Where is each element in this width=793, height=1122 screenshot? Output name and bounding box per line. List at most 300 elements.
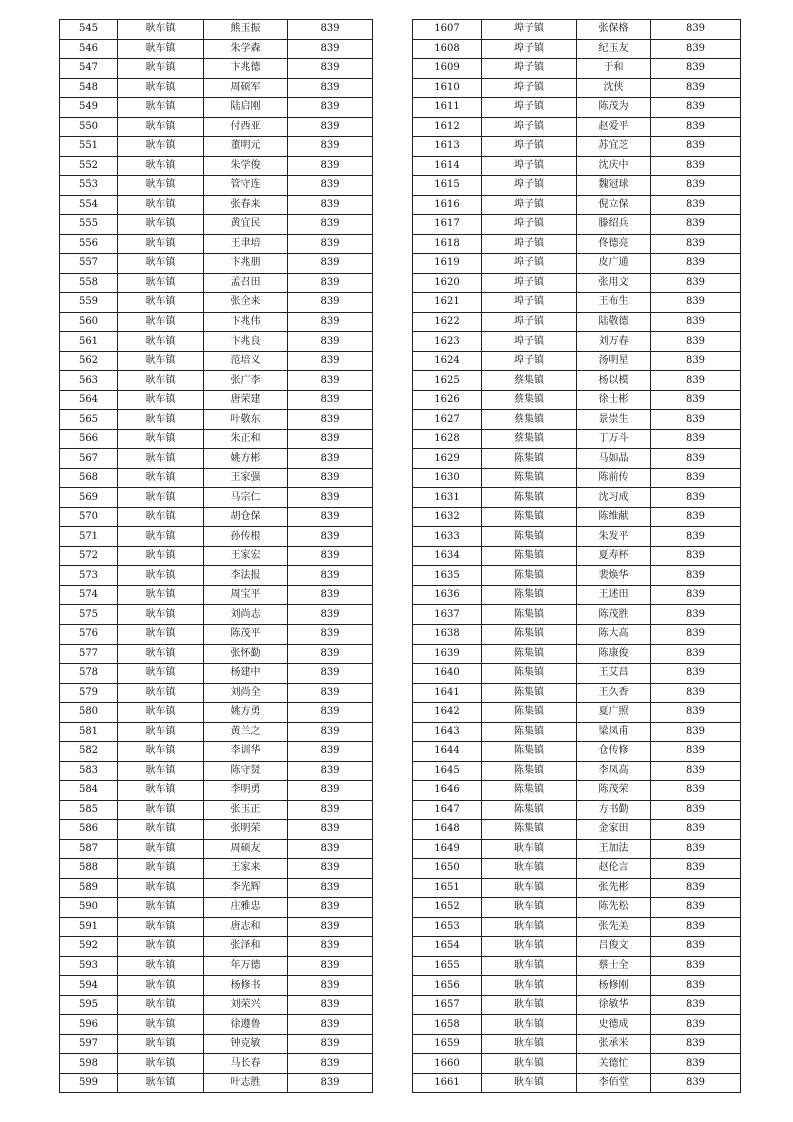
amount-cell: 839 — [651, 293, 741, 313]
amount-cell: 839 — [288, 683, 373, 703]
row-number-cell: 1661 — [413, 1073, 482, 1093]
amount-cell: 839 — [288, 39, 373, 59]
table-row — [413, 351, 741, 371]
town-cell: 埠子镇 — [482, 332, 577, 352]
table-row — [60, 98, 373, 118]
town-cell: 陈集镇 — [482, 644, 577, 664]
table-row — [60, 351, 373, 371]
table-row — [413, 390, 741, 410]
row-number-cell: 545 — [60, 20, 118, 40]
row-number-cell: 546 — [60, 39, 118, 59]
table-row — [413, 566, 741, 586]
town-cell: 耿车镇 — [482, 937, 577, 957]
town-cell: 耿车镇 — [118, 1034, 204, 1054]
amount-cell: 839 — [651, 1054, 741, 1074]
town-cell: 耿车镇 — [118, 507, 204, 527]
name-cell: 汤明星 — [577, 351, 651, 371]
town-cell: 埠子镇 — [482, 351, 577, 371]
name-cell: 王布生 — [577, 293, 651, 313]
amount-cell: 839 — [651, 781, 741, 801]
row-number-cell: 1613 — [413, 137, 482, 157]
name-cell: 陈茂平 — [204, 624, 288, 644]
amount-cell: 839 — [651, 800, 741, 820]
amount-cell: 839 — [288, 176, 373, 196]
row-number-cell: 1652 — [413, 898, 482, 918]
row-number-cell: 1626 — [413, 390, 482, 410]
name-cell: 徐敏华 — [577, 995, 651, 1015]
town-cell: 埠子镇 — [482, 312, 577, 332]
row-number-cell: 594 — [60, 976, 118, 996]
name-cell: 佟德亮 — [577, 234, 651, 254]
town-cell: 陈集镇 — [482, 605, 577, 625]
name-cell: 张明荣 — [204, 820, 288, 840]
amount-cell: 839 — [288, 839, 373, 859]
amount-cell: 839 — [651, 722, 741, 742]
amount-cell: 839 — [651, 254, 741, 274]
row-number-cell: 576 — [60, 624, 118, 644]
table-row — [413, 1015, 741, 1035]
table-row — [413, 371, 741, 391]
amount-cell: 839 — [288, 703, 373, 723]
town-cell: 耿车镇 — [118, 800, 204, 820]
town-cell: 耿车镇 — [118, 1054, 204, 1074]
table-row — [60, 937, 373, 957]
name-cell: 沈侠 — [577, 78, 651, 98]
town-cell: 耿车镇 — [118, 820, 204, 840]
name-cell: 马如晶 — [577, 449, 651, 469]
amount-cell: 839 — [288, 1073, 373, 1093]
table-row — [60, 468, 373, 488]
table-row — [413, 234, 741, 254]
town-cell: 陈集镇 — [482, 488, 577, 508]
row-number-cell: 1624 — [413, 351, 482, 371]
town-cell: 耿车镇 — [118, 215, 204, 235]
amount-cell: 839 — [651, 527, 741, 547]
amount-cell: 839 — [288, 624, 373, 644]
row-number-cell: 561 — [60, 332, 118, 352]
town-cell: 耿车镇 — [118, 839, 204, 859]
table-row — [60, 254, 373, 274]
town-cell: 耿车镇 — [118, 976, 204, 996]
row-number-cell: 558 — [60, 273, 118, 293]
name-cell: 卞兆伟 — [204, 312, 288, 332]
town-cell: 耿车镇 — [118, 566, 204, 586]
table-row — [60, 703, 373, 723]
amount-cell: 839 — [651, 78, 741, 98]
row-number-cell: 578 — [60, 664, 118, 684]
amount-cell: 839 — [288, 742, 373, 762]
table-row — [413, 1054, 741, 1074]
amount-cell: 839 — [651, 488, 741, 508]
town-cell: 耿车镇 — [482, 859, 577, 879]
amount-cell: 839 — [651, 683, 741, 703]
table-row — [60, 273, 373, 293]
name-cell: 陈先松 — [577, 898, 651, 918]
amount-cell: 839 — [651, 995, 741, 1015]
row-number-cell: 562 — [60, 351, 118, 371]
name-cell: 李光辉 — [204, 878, 288, 898]
name-cell: 陈茂为 — [577, 98, 651, 118]
name-cell: 张全来 — [204, 293, 288, 313]
row-number-cell: 554 — [60, 195, 118, 215]
amount-cell: 839 — [288, 956, 373, 976]
row-number-cell: 575 — [60, 605, 118, 625]
amount-cell: 839 — [651, 507, 741, 527]
town-cell: 埠子镇 — [482, 117, 577, 137]
name-cell: 刘荣兴 — [204, 995, 288, 1015]
town-cell: 耿车镇 — [118, 546, 204, 566]
table-row — [60, 839, 373, 859]
table-row — [413, 703, 741, 723]
town-cell: 耿车镇 — [118, 117, 204, 137]
table-row — [60, 371, 373, 391]
row-number-cell: 1633 — [413, 527, 482, 547]
amount-cell: 839 — [288, 878, 373, 898]
row-number-cell: 1635 — [413, 566, 482, 586]
row-number-cell: 1658 — [413, 1015, 482, 1035]
name-cell: 李训华 — [204, 742, 288, 762]
row-number-cell: 557 — [60, 254, 118, 274]
name-cell: 张先美 — [577, 917, 651, 937]
name-cell: 张承米 — [577, 1034, 651, 1054]
town-cell: 埠子镇 — [482, 20, 577, 40]
name-cell: 徐士彬 — [577, 390, 651, 410]
town-cell: 耿车镇 — [118, 351, 204, 371]
amount-cell: 839 — [651, 410, 741, 430]
row-number-cell: 1615 — [413, 176, 482, 196]
town-cell: 耿车镇 — [482, 1054, 577, 1074]
table-row — [413, 878, 741, 898]
amount-cell: 839 — [288, 937, 373, 957]
name-cell: 黄宜民 — [204, 215, 288, 235]
town-cell: 耿车镇 — [118, 390, 204, 410]
amount-cell: 839 — [651, 664, 741, 684]
row-number-cell: 1637 — [413, 605, 482, 625]
town-cell: 耿车镇 — [118, 98, 204, 118]
town-cell: 陈集镇 — [482, 585, 577, 605]
amount-cell: 839 — [651, 156, 741, 176]
town-cell: 耿车镇 — [118, 995, 204, 1015]
table-row — [60, 332, 373, 352]
row-number-cell: 563 — [60, 371, 118, 391]
table-row — [60, 664, 373, 684]
row-number-cell: 1622 — [413, 312, 482, 332]
row-number-cell: 566 — [60, 429, 118, 449]
town-cell: 耿车镇 — [118, 624, 204, 644]
town-cell: 埠子镇 — [482, 137, 577, 157]
town-cell: 耿车镇 — [118, 742, 204, 762]
table-row — [413, 273, 741, 293]
table-row — [60, 605, 373, 625]
table-row — [413, 137, 741, 157]
row-number-cell: 587 — [60, 839, 118, 859]
name-cell: 张用文 — [577, 273, 651, 293]
table-row — [60, 1054, 373, 1074]
table-row — [60, 546, 373, 566]
row-number-cell: 572 — [60, 546, 118, 566]
table-row — [413, 585, 741, 605]
name-cell: 管守连 — [204, 176, 288, 196]
name-cell: 于和 — [577, 59, 651, 79]
table-row — [413, 215, 741, 235]
table-row — [60, 312, 373, 332]
amount-cell: 839 — [288, 800, 373, 820]
amount-cell: 839 — [651, 1034, 741, 1054]
row-number-cell: 1628 — [413, 429, 482, 449]
amount-cell: 839 — [651, 917, 741, 937]
row-number-cell: 560 — [60, 312, 118, 332]
town-cell: 耿车镇 — [482, 1073, 577, 1093]
amount-cell: 839 — [651, 273, 741, 293]
name-cell: 周硕友 — [204, 839, 288, 859]
amount-cell: 839 — [651, 176, 741, 196]
row-number-cell: 571 — [60, 527, 118, 547]
town-cell: 耿车镇 — [118, 761, 204, 781]
town-cell: 耿车镇 — [118, 703, 204, 723]
name-cell: 胡仓保 — [204, 507, 288, 527]
town-cell: 耿车镇 — [118, 585, 204, 605]
table-body — [413, 20, 741, 1093]
row-number-cell: 1629 — [413, 449, 482, 469]
row-number-cell: 588 — [60, 859, 118, 879]
table-row — [413, 859, 741, 879]
amount-cell: 839 — [651, 429, 741, 449]
name-cell: 钟克敏 — [204, 1034, 288, 1054]
table-row — [60, 390, 373, 410]
name-cell: 纪玉友 — [577, 39, 651, 59]
row-number-cell: 585 — [60, 800, 118, 820]
name-cell: 皮广通 — [577, 254, 651, 274]
town-cell: 耿车镇 — [118, 917, 204, 937]
name-cell: 陈茂荣 — [577, 781, 651, 801]
town-cell: 蔡集镇 — [482, 390, 577, 410]
amount-cell: 839 — [651, 878, 741, 898]
town-cell: 埠子镇 — [482, 176, 577, 196]
town-cell: 陈集镇 — [482, 781, 577, 801]
row-number-cell: 599 — [60, 1073, 118, 1093]
table-row — [60, 527, 373, 547]
amount-cell: 839 — [651, 742, 741, 762]
row-number-cell: 1611 — [413, 98, 482, 118]
table-row — [60, 78, 373, 98]
town-cell: 耿车镇 — [118, 273, 204, 293]
row-number-cell: 1645 — [413, 761, 482, 781]
town-cell: 耿车镇 — [482, 976, 577, 996]
town-cell: 陈集镇 — [482, 820, 577, 840]
table-row — [413, 176, 741, 196]
row-number-cell: 568 — [60, 468, 118, 488]
town-cell: 陈集镇 — [482, 683, 577, 703]
name-cell: 杨建中 — [204, 664, 288, 684]
amount-cell: 839 — [288, 449, 373, 469]
row-number-cell: 577 — [60, 644, 118, 664]
town-cell: 耿车镇 — [482, 898, 577, 918]
name-cell: 张怀勤 — [204, 644, 288, 664]
name-cell: 孙传根 — [204, 527, 288, 547]
town-cell: 耿车镇 — [118, 78, 204, 98]
name-cell: 王聿培 — [204, 234, 288, 254]
table-row — [413, 59, 741, 79]
amount-cell: 839 — [288, 761, 373, 781]
amount-cell: 839 — [288, 1054, 373, 1074]
town-cell: 耿车镇 — [118, 683, 204, 703]
row-number-cell: 1653 — [413, 917, 482, 937]
name-cell: 张春来 — [204, 195, 288, 215]
name-cell: 魏冠球 — [577, 176, 651, 196]
name-cell: 卞兆良 — [204, 332, 288, 352]
amount-cell: 839 — [288, 117, 373, 137]
name-cell: 熊玉振 — [204, 20, 288, 40]
name-cell: 沈习成 — [577, 488, 651, 508]
name-cell: 苏宜芝 — [577, 137, 651, 157]
town-cell: 耿车镇 — [482, 917, 577, 937]
table-row — [60, 742, 373, 762]
amount-cell: 839 — [651, 976, 741, 996]
amount-cell: 839 — [651, 605, 741, 625]
table-row — [60, 59, 373, 79]
name-cell: 张保格 — [577, 20, 651, 40]
name-cell: 张玉正 — [204, 800, 288, 820]
row-number-cell: 590 — [60, 898, 118, 918]
row-number-cell: 1638 — [413, 624, 482, 644]
amount-cell: 839 — [651, 20, 741, 40]
town-cell: 陈集镇 — [482, 761, 577, 781]
row-number-cell: 1617 — [413, 215, 482, 235]
amount-cell: 839 — [288, 351, 373, 371]
town-cell: 埠子镇 — [482, 254, 577, 274]
row-number-cell: 1625 — [413, 371, 482, 391]
name-cell: 杨以模 — [577, 371, 651, 391]
name-cell: 夏寿杯 — [577, 546, 651, 566]
table-row — [413, 839, 741, 859]
name-cell: 梁凤甫 — [577, 722, 651, 742]
amount-cell: 839 — [288, 507, 373, 527]
amount-cell: 839 — [651, 137, 741, 157]
table-row — [413, 156, 741, 176]
table-row — [413, 488, 741, 508]
town-cell: 耿车镇 — [118, 293, 204, 313]
town-cell: 耿车镇 — [118, 195, 204, 215]
row-number-cell: 1649 — [413, 839, 482, 859]
name-cell: 杨修刚 — [577, 976, 651, 996]
town-cell: 陈集镇 — [482, 507, 577, 527]
row-number-cell: 1654 — [413, 937, 482, 957]
row-number-cell: 569 — [60, 488, 118, 508]
name-cell: 李凤高 — [577, 761, 651, 781]
amount-cell: 839 — [651, 546, 741, 566]
town-cell: 埠子镇 — [482, 293, 577, 313]
town-cell: 陈集镇 — [482, 703, 577, 723]
table-row — [413, 410, 741, 430]
name-cell: 刘尚志 — [204, 605, 288, 625]
name-cell: 陈维献 — [577, 507, 651, 527]
table-row — [60, 898, 373, 918]
name-cell: 王久香 — [577, 683, 651, 703]
table-row — [413, 820, 741, 840]
row-number-cell: 549 — [60, 98, 118, 118]
table-row — [60, 410, 373, 430]
town-cell: 埠子镇 — [482, 234, 577, 254]
town-cell: 陈集镇 — [482, 664, 577, 684]
row-number-cell: 1621 — [413, 293, 482, 313]
name-cell: 赵伦言 — [577, 859, 651, 879]
name-cell: 王述田 — [577, 585, 651, 605]
row-number-cell: 573 — [60, 566, 118, 586]
row-number-cell: 589 — [60, 878, 118, 898]
town-cell: 陈集镇 — [482, 722, 577, 742]
row-number-cell: 1650 — [413, 859, 482, 879]
town-cell: 耿车镇 — [118, 664, 204, 684]
table-row — [413, 722, 741, 742]
town-cell: 耿车镇 — [118, 429, 204, 449]
town-cell: 耿车镇 — [118, 254, 204, 274]
amount-cell: 839 — [651, 234, 741, 254]
amount-cell: 839 — [651, 859, 741, 879]
name-cell: 朱学森 — [204, 39, 288, 59]
table-row — [60, 1034, 373, 1054]
table-row — [60, 1073, 373, 1093]
table-row — [413, 312, 741, 332]
table-row — [60, 781, 373, 801]
table-row — [60, 820, 373, 840]
town-cell: 耿车镇 — [118, 39, 204, 59]
name-cell: 陆敬德 — [577, 312, 651, 332]
amount-cell: 839 — [651, 1073, 741, 1093]
amount-cell: 839 — [651, 761, 741, 781]
amount-cell: 839 — [651, 332, 741, 352]
name-cell: 史德成 — [577, 1015, 651, 1035]
row-number-cell: 556 — [60, 234, 118, 254]
amount-cell: 839 — [651, 371, 741, 391]
town-cell: 耿车镇 — [118, 449, 204, 469]
table-row — [60, 683, 373, 703]
name-cell: 张泽和 — [204, 937, 288, 957]
name-cell: 仓传修 — [577, 742, 651, 762]
table-row — [413, 644, 741, 664]
row-number-cell: 1647 — [413, 800, 482, 820]
amount-cell: 839 — [651, 390, 741, 410]
name-cell: 杨修书 — [204, 976, 288, 996]
amount-cell: 839 — [288, 254, 373, 274]
row-number-cell: 1631 — [413, 488, 482, 508]
table-row — [413, 449, 741, 469]
amount-cell: 839 — [288, 585, 373, 605]
town-cell: 耿车镇 — [118, 137, 204, 157]
row-number-cell: 598 — [60, 1054, 118, 1074]
table-row — [60, 956, 373, 976]
table-row — [413, 254, 741, 274]
row-number-cell: 1648 — [413, 820, 482, 840]
town-cell: 耿车镇 — [482, 956, 577, 976]
row-number-cell: 555 — [60, 215, 118, 235]
town-cell: 耿车镇 — [118, 644, 204, 664]
table-row — [60, 195, 373, 215]
name-cell: 李佰堂 — [577, 1073, 651, 1093]
table-row — [60, 1015, 373, 1035]
name-cell: 徐遵鲁 — [204, 1015, 288, 1035]
town-cell: 耿车镇 — [118, 781, 204, 801]
table-row — [413, 546, 741, 566]
town-cell: 耿车镇 — [118, 234, 204, 254]
amount-cell: 839 — [288, 273, 373, 293]
row-number-cell: 1612 — [413, 117, 482, 137]
name-cell: 范培义 — [204, 351, 288, 371]
name-cell: 陈大高 — [577, 624, 651, 644]
town-cell: 埠子镇 — [482, 156, 577, 176]
town-cell: 耿车镇 — [118, 332, 204, 352]
table-row — [60, 624, 373, 644]
name-cell: 沈庆中 — [577, 156, 651, 176]
